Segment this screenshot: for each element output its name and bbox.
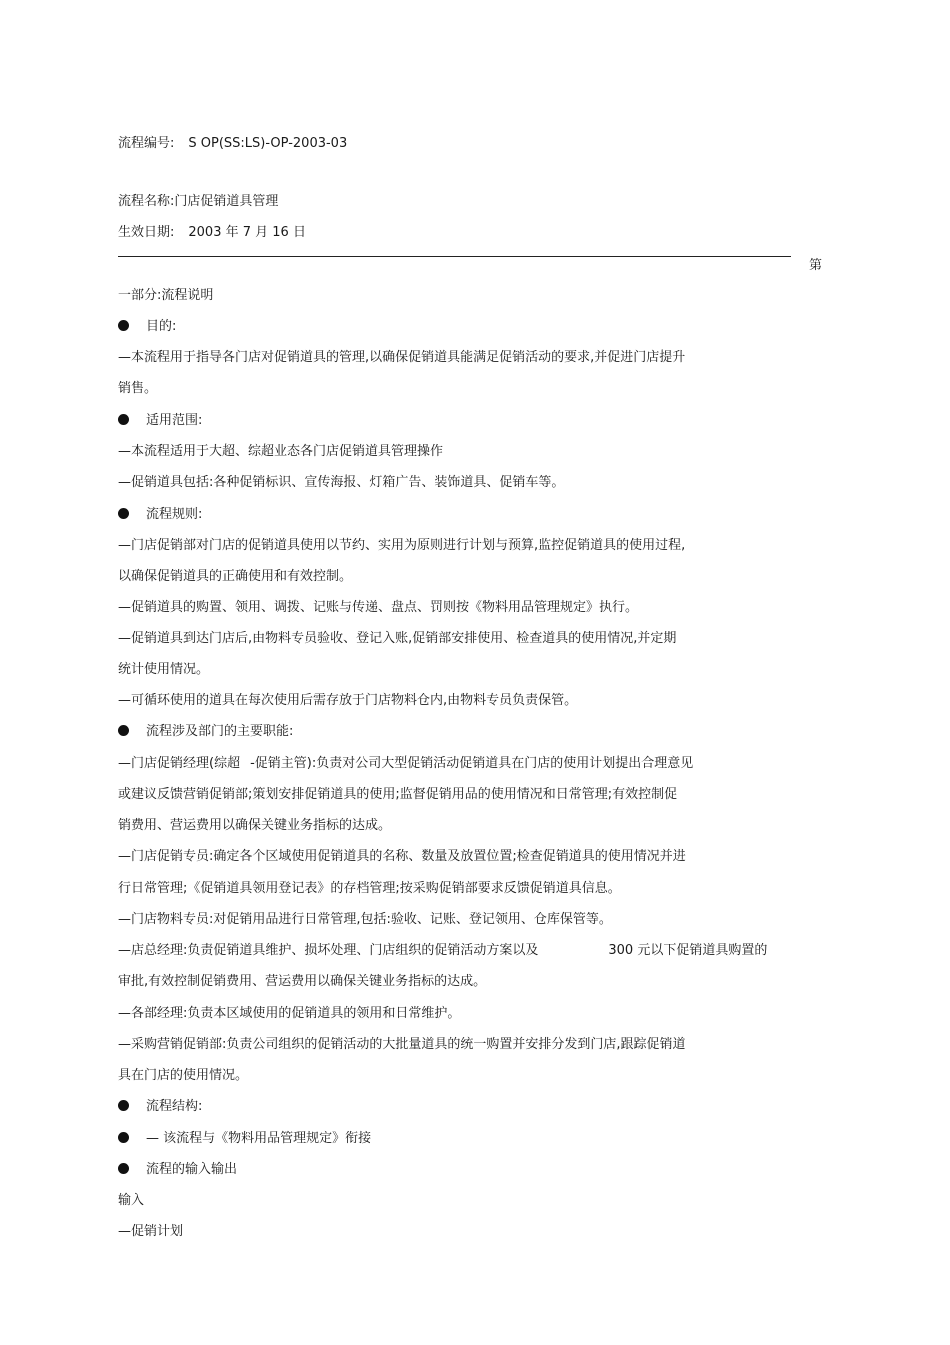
rules-line-2: 以确保促销道具的正确使用和有效控制。 (118, 569, 353, 584)
duties-line-7a: —店总经理:负责促销道具维护、损坏处理、门店组织的促销活动方案以及 (118, 943, 539, 958)
rules-line-3: —促销道具的购置、领用、调拨、记账与传递、盘点、罚则按《物料用品管理规定》执行。 (118, 600, 639, 615)
duties-line-7 (118, 942, 767, 960)
duties-line-1 (118, 755, 693, 773)
duties-line-7b: 300 元以下促销道具购置的 (608, 943, 768, 958)
process-code-line (118, 135, 347, 153)
rules-heading-text: 流程规则: (146, 507, 203, 522)
purpose-line-2: 销售。 (118, 381, 158, 396)
scope-line-2: —促销道具包括:各种促销标识、宣传海报、灯箱广告、装饰道具、促销车等。 (118, 475, 565, 490)
duties-line-2: 或建议反馈营销促销部;策划安排促销道具的使用;监督促销用品的使用情况和日常管理;有效控制促 (118, 787, 678, 802)
duties-heading-text: 流程涉及部门的主要职能: (146, 724, 294, 739)
duties-line-5: 行日常管理;《促销道具领用登记表》的存档管理;按采购促销部要求反馈促销道具信息。 (118, 881, 621, 896)
duties-line-6: —门店物料专员:对促销用品进行日常管理,包括:验收、记账、登记领用、仓库保管等。 (118, 912, 612, 927)
effective-date-label: 生效日期: (118, 225, 175, 240)
rules-line-5: 统计使用情况。 (118, 662, 210, 677)
duties-line-8: 审批,有效控制促销费用、营运费用以确保关键业务指标的达成。 (118, 974, 487, 989)
input-label: 输入 (118, 1193, 145, 1208)
effective-date-value: 2003 年 7 月 16 日 (188, 225, 306, 240)
part-prefix: 第 (809, 258, 823, 273)
scope-heading (118, 412, 202, 430)
purpose-heading (118, 318, 176, 336)
duties-line-3: 销费用、营运费用以确保关键业务指标的达成。 (118, 818, 392, 833)
effective-date-line (118, 224, 306, 242)
purpose-heading-text: 目的: (146, 319, 177, 334)
bullet-icon (118, 725, 129, 736)
io-heading (118, 1161, 237, 1179)
rules-line-1: —门店促销部对门店的促销道具使用以节约、实用为原则进行计划与预算,监控促销道具的使用过程, (118, 538, 686, 553)
process-name-label: 流程名称: (118, 194, 175, 209)
bullet-icon (118, 1100, 129, 1111)
part-title: 一部分:流程说明 (118, 288, 214, 303)
input-item: —促销计划 (118, 1224, 184, 1239)
bullet-icon (118, 508, 129, 519)
rules-heading (118, 506, 202, 524)
duties-line-9: —各部经理:负责本区域使用的促销道具的领用和日常维护。 (118, 1006, 461, 1021)
process-name-line (118, 193, 278, 211)
bullet-icon (118, 414, 129, 425)
duties-line-1a: —门店促销经理(综超 (118, 756, 241, 771)
bullet-icon (118, 1163, 129, 1174)
duties-line-10: —采购营销促销部:负责公司组织的促销活动的大批量道具的统一购置并安排分发到门店,跟踪促销道 (118, 1037, 686, 1052)
process-name-value: 门店促销道具管理 (174, 194, 279, 209)
scope-heading-text: 适用范围: (146, 413, 203, 428)
header-divider (118, 256, 791, 257)
structure-heading-text: 流程结构: (146, 1099, 203, 1114)
rules-line-4: —促销道具到达门店后,由物料专员验收、登记入账,促销部安排使用、检查道具的使用情况,并定期 (118, 631, 677, 646)
process-code-label: 流程编号: (118, 136, 175, 151)
rules-line-6: —可循环使用的道具在每次使用后需存放于门店物料仓内,由物料专员负责保管。 (118, 693, 578, 708)
scope-line-1: —本流程适用于大超、综超业态各门店促销道具管理操作 (118, 444, 444, 459)
duties-heading (118, 723, 293, 741)
structure-heading (118, 1098, 202, 1116)
duties-line-11: 具在门店的使用情况。 (118, 1068, 249, 1083)
bullet-icon (118, 320, 129, 331)
structure-link-text: — 该流程与《物料用品管理规定》衔接 (146, 1131, 372, 1146)
duties-line-4: —门店促销专员:确定各个区域使用促销道具的名称、数量及放置位置;检查促销道具的使用情况并进 (118, 849, 686, 864)
duties-line-1b: -促销主管):负责对公司大型促销活动促销道具在门店的使用计划提出合理意见 (250, 756, 694, 771)
purpose-line-1: —本流程用于指导各门店对促销道具的管理,以确保促销道具能满足促销活动的要求,并促进门店提升 (118, 350, 686, 365)
io-heading-text: 流程的输入输出 (146, 1162, 238, 1177)
bullet-icon (118, 1132, 129, 1143)
structure-link (118, 1130, 371, 1148)
process-code-value: S OP(SS:LS)-OP-2003-03 (188, 136, 348, 151)
